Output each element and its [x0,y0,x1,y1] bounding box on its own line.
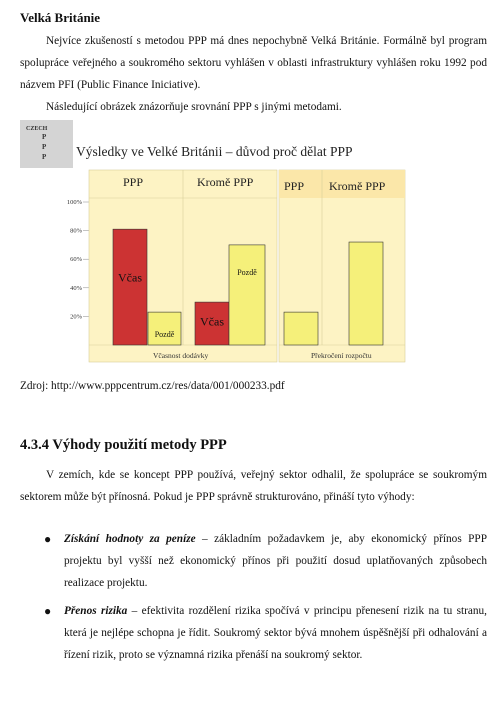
list-item [44,600,487,666]
chart-title: Výsledky ve Velké Británii – důvod proč dělat PPP [76,144,353,159]
panel-right-xlabel: Překročení rozpočtu [311,351,372,360]
bullet-text: – základním požadavkem je, aby ekonomický přínos PPP projektu byl vyšší než ekonomický přínos při použití dosud uplatňovaných způsobech realizace projektu. [64,533,487,589]
bar-label: Pozdě [154,330,175,339]
logo-text-czech: CZECH [26,126,48,132]
bullet-text: – efektivita rozdělení rizika spočívá v principu přenesení rizik na tu stranu, která je nejlépe schopna je řídit. Soukromý sektor bývá mnohem úspěšnější při odhalování a řízení rizik, proto se významná rizika přenáší na soukromý sektor. [64,605,487,661]
chart-bar [113,229,147,345]
section-title: 4.3.4 Výhody použití metody PPP [20,437,227,453]
chart-bar [229,245,265,345]
chart-bar [284,312,318,345]
bullet-list [44,528,487,666]
paragraph-figure-intro: Následující obrázek znázorňuje srovnání PPP s jinými metodami. [46,101,342,113]
chart-svg [20,120,497,370]
group-ppp-right-label: PPP [284,179,305,193]
y-tick-label: 60% [70,256,82,264]
bar-label: Pozdě [237,267,257,277]
y-tick-label: 20% [70,313,82,321]
logo-text-p1: P [42,133,47,141]
y-tick-label: 40% [70,284,82,292]
comparison-chart [20,120,497,370]
group-krome-right-label: Kromě PPP [329,179,386,193]
chart-bar [148,312,181,345]
bullet-title: Přenos rizika [64,605,128,617]
bullet-icon: ● [44,604,52,618]
heading-uk: Velká Británie [20,10,101,25]
source-line: Zdroj: http://www.pppcentrum.cz/res/data/001/000233.pdf [20,380,285,392]
group-ppp-label: PPP [123,175,144,189]
chart-bar [349,242,383,345]
group-krome-label: Kromě PPP [197,175,254,189]
bullet-title: Získání hodnoty za peníze [64,533,196,545]
y-tick-label: 100% [66,199,82,206]
y-tick-label: 80% [70,227,82,235]
list-item [44,528,487,594]
panel-left-xlabel: Včasnost dodávky [153,351,209,360]
paragraph-benefits: V zemích, kde se koncept PPP používá, veřejný sektor odhalil, že spolupráce se soukromým sektorem může být přínosná. Pokud je PPP správně strukturováno, přináší tyto výhody: [20,469,487,503]
bar-label: Včas [118,270,142,285]
paragraph-intro: Nejvíce zkušeností s metodou PPP má dnes nepochybně Velká Británie. Formálně byl program spolupráce veřejného a soukromého sektoru vyhlášen v oblasti infrastruktury vyhlášen roku 1992 pod názvem PFI (Public Finance Iniciative). [20,35,487,91]
bullet-icon: ● [44,532,52,546]
bar-label: Včas [200,314,224,329]
logo-text-p3: P [42,153,47,161]
logo-text-p2: P [42,143,47,151]
